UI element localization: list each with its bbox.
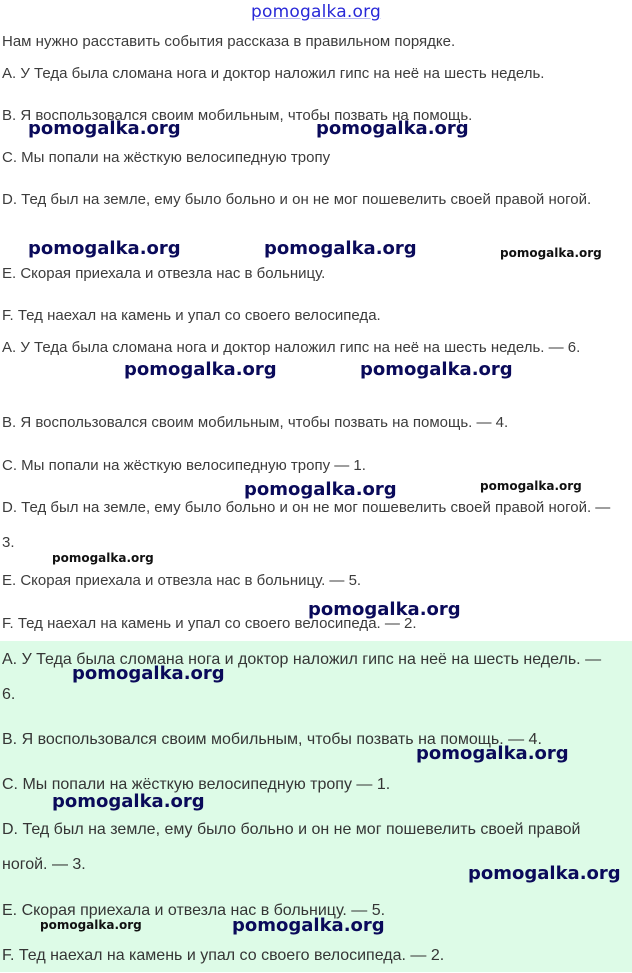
event-f: F. Тед наехал на камень и упал со своего велосипеда. <box>2 307 381 324</box>
watermark: pomogalka.org <box>52 551 154 565</box>
watermark: pomogalka.org <box>416 743 569 764</box>
watermark: pomogalka.org <box>124 359 277 380</box>
event-e: E. Скорая приехала и отвезла нас в больницу. <box>2 265 326 282</box>
hl-answer-f: F. Тед наехал на камень и упал со своего велосипеда. — 2. <box>2 947 445 964</box>
watermark: pomogalka.org <box>468 863 621 884</box>
answer-e: E. Скорая приехала и отвезла нас в больницу. — 5. <box>2 572 362 589</box>
intro-text: Нам нужно расставить события рассказа в правильном порядке. <box>2 33 456 50</box>
watermark: pomogalka.org <box>52 791 205 812</box>
event-b: B. Я воспользовался своим мобильным, чтобы позвать на помощь. <box>2 107 473 124</box>
site-name[interactable]: pomogalka.org <box>251 2 381 22</box>
answer-d: D. Тед был на земле, ему было больно и он не мог пошевелить своей правой ногой. — 3. <box>2 499 611 551</box>
site-header <box>0 2 632 22</box>
watermark: pomogalka.org <box>500 246 602 260</box>
event-a: A. У Теда была сломана нога и доктор наложил гипс на неё на шесть недель. <box>2 65 545 82</box>
watermark: pomogalka.org <box>360 359 513 380</box>
watermark: pomogalka.org <box>480 479 582 493</box>
answer-a: A. У Теда была сломана нога и доктор наложил гипс на неё на шесть недель. — 6. <box>2 339 581 356</box>
watermark: pomogalka.org <box>232 915 385 936</box>
hl-answer-c: C. Мы попали на жёсткую велосипедную тропу — 1. <box>2 776 391 793</box>
event-c: C. Мы попали на жёсткую велосипедную тропу <box>2 149 331 166</box>
hl-answer-e: E. Скорая приехала и отвезла нас в больницу. — 5. <box>2 902 386 919</box>
watermark: pomogalka.org <box>72 663 225 684</box>
watermark: pomogalka.org <box>28 118 181 139</box>
hl-answer-b: B. Я воспользовался своим мобильным, чтобы позвать на помощь. — 4. <box>2 731 542 748</box>
watermark: pomogalka.org <box>28 238 181 259</box>
hl-answer-a: A. У Теда была сломана нога и доктор наложил гипс на неё на шесть недель. — 6. <box>2 651 602 703</box>
watermark: pomogalka.org <box>40 918 142 932</box>
watermark: pomogalka.org <box>316 118 469 139</box>
hl-answer-d: D. Тед был на земле, ему было больно и он не мог пошевелить своей правой ногой. — 3. <box>2 821 581 873</box>
answer-c: C. Мы попали на жёсткую велосипедную тропу — 1. <box>2 457 366 474</box>
watermark: pomogalka.org <box>264 238 417 259</box>
watermark: pomogalka.org <box>244 479 397 500</box>
answer-b: B. Я воспользовался своим мобильным, чтобы позвать на помощь. — 4. <box>2 414 509 431</box>
watermark: pomogalka.org <box>308 599 461 620</box>
answer-f: F. Тед наехал на камень и упал со своего велосипеда. — 2. <box>2 615 417 632</box>
event-d: D. Тед был на земле, ему было больно и он не мог пошевелить своей правой ногой. <box>2 191 592 208</box>
